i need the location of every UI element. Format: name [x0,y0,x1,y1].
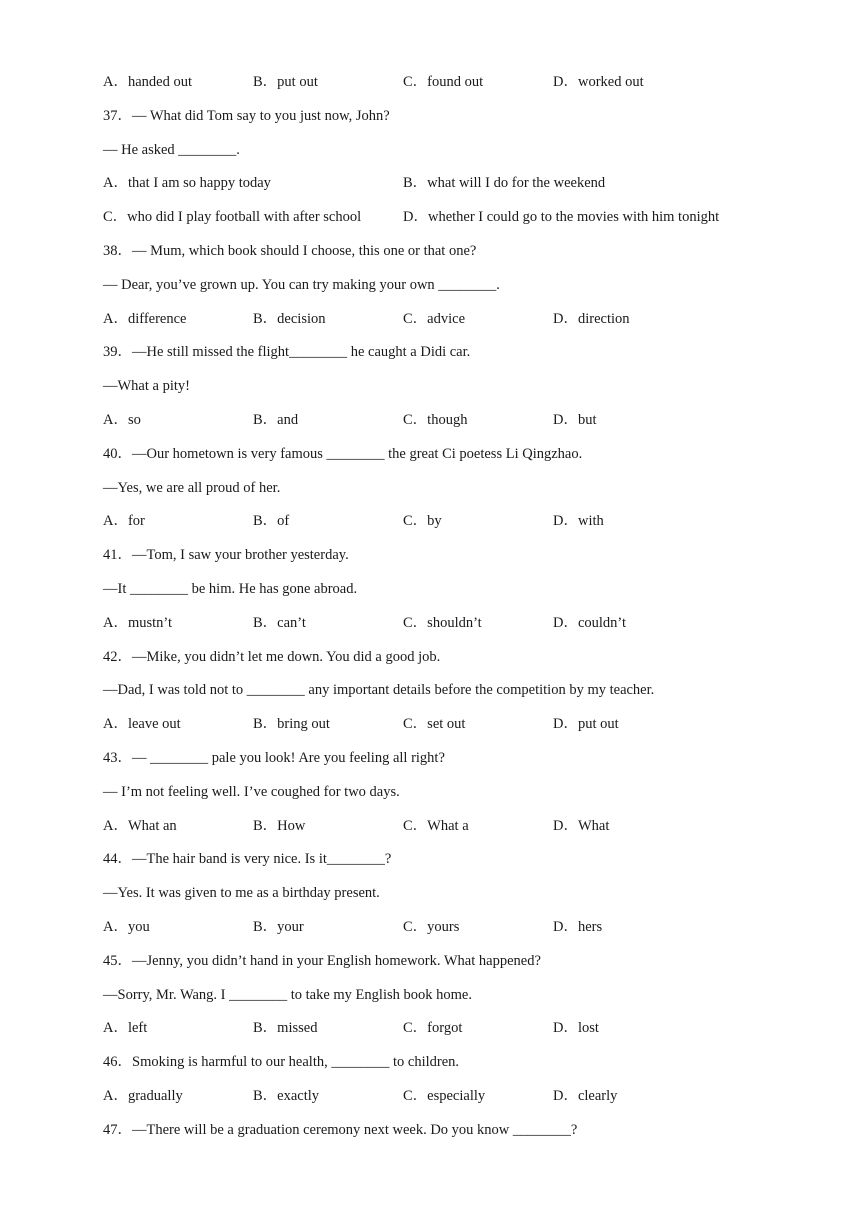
answer-option: B．can’t [253,614,306,631]
answer-option: C．especially [403,1087,486,1104]
answer-option: A．handed out [103,74,192,90]
answer-option: C．found out [403,74,484,90]
answer-options-row [103,816,803,850]
answer-option: C．yours [403,918,460,935]
question-line: —Sorry, Mr. Wang. I ________ to take my English book home. [103,986,472,1003]
answer-option: A．left [103,1020,148,1037]
answer-options-row [103,1086,803,1120]
question-line: 43．— ________ pale you look! Are you feeling all right? [103,749,445,766]
answer-options-row [103,917,803,951]
exam-page [103,72,803,1154]
answer-options-row [103,613,803,647]
answer-options-row [103,714,803,748]
answer-options-row [103,173,803,207]
answer-option: C．set out [403,716,466,733]
answer-option: C．though [403,411,468,428]
question-line: 38．— Mum, which book should I choose, this one or that one? [103,242,477,259]
answer-option: B．How [253,817,306,834]
answer-option: D．hers [553,918,603,935]
answer-option: A．so [103,411,141,428]
answer-option: D．couldn’t [553,614,627,631]
answer-options-row [103,309,803,343]
answer-option: D．lost [553,1020,599,1037]
answer-option: D．direction [553,310,630,327]
question-line: 37．— What did Tom say to you just now, John? [103,107,390,124]
question-line: 44．—The hair band is very nice. Is it________? [103,851,392,868]
answer-option: A．you [103,918,150,935]
answer-option: C．forgot [403,1020,463,1037]
question-line: 40．—Our hometown is very famous ________ the great Ci poetess Li Qingzhao. [103,445,583,462]
question-line: —Yes. It was given to me as a birthday present. [103,885,380,902]
question-line: —What a pity! [103,378,190,395]
question-line: 42．—Mike, you didn’t let me down. You did a good job. [103,648,441,665]
answer-option: C．advice [403,310,466,327]
question-line: 47．—There will be a graduation ceremony next week. Do you know ________? [103,1121,578,1138]
answer-option: C．shouldn’t [403,614,482,631]
answer-option: B．put out [253,74,318,90]
answer-option: D．but [553,411,597,428]
answer-option: C．by [403,513,442,530]
answer-option: D．worked out [553,74,644,90]
answer-option: A．leave out [103,716,181,733]
question-line: —Yes, we are all proud of her. [103,479,281,496]
answer-option: C．What a [403,817,469,834]
answer-option: A．for [103,513,145,530]
answer-option: C．who did I play football with after school [103,209,362,226]
question-line: — Dear, you’ve grown up. You can try making your own ________. [103,276,500,293]
answer-options-row [103,511,803,545]
answer-option: B．your [253,918,304,935]
answer-option: D．What [553,817,610,834]
answer-options-row [103,410,803,444]
question-line: 46．Smoking is harmful to our health, ________ to children. [103,1054,460,1071]
answer-options-row [103,72,803,106]
answer-option: B．bring out [253,716,330,733]
answer-option: B．exactly [253,1087,320,1104]
answer-option: B．what will I do for the weekend [403,175,606,192]
question-line: 39．—He still missed the flight________ he caught a Didi car. [103,344,471,361]
question-line: 45．—Jenny, you didn’t hand in your English homework. What happened? [103,952,541,969]
answer-option: A．difference [103,310,187,327]
answer-option: B．decision [253,310,326,327]
answer-option: A．gradually [103,1087,183,1104]
question-line: —Dad, I was told not to ________ any important details before the competition by my teacher. [103,682,655,699]
answer-option: D．with [553,513,604,530]
answer-option: B．and [253,411,299,428]
question-line: — I’m not feeling well. I’ve coughed for two days. [103,783,400,800]
answer-option: D．clearly [553,1087,618,1104]
answer-options-row [103,207,803,241]
question-line: 41．—Tom, I saw your brother yesterday. [103,547,349,564]
answer-option: D．put out [553,716,619,733]
answer-option: B．of [253,513,290,530]
answer-options-row [103,1018,803,1052]
answer-option: A．mustn’t [103,614,173,631]
question-line: — He asked ________. [103,141,240,158]
question-line: —It ________ be him. He has gone abroad. [103,580,358,597]
answer-option: A．What an [103,817,177,834]
answer-option: A．that I am so happy today [103,175,271,192]
answer-option: D．whether I could go to the movies with him tonight [403,209,720,226]
answer-option: B．missed [253,1020,318,1037]
